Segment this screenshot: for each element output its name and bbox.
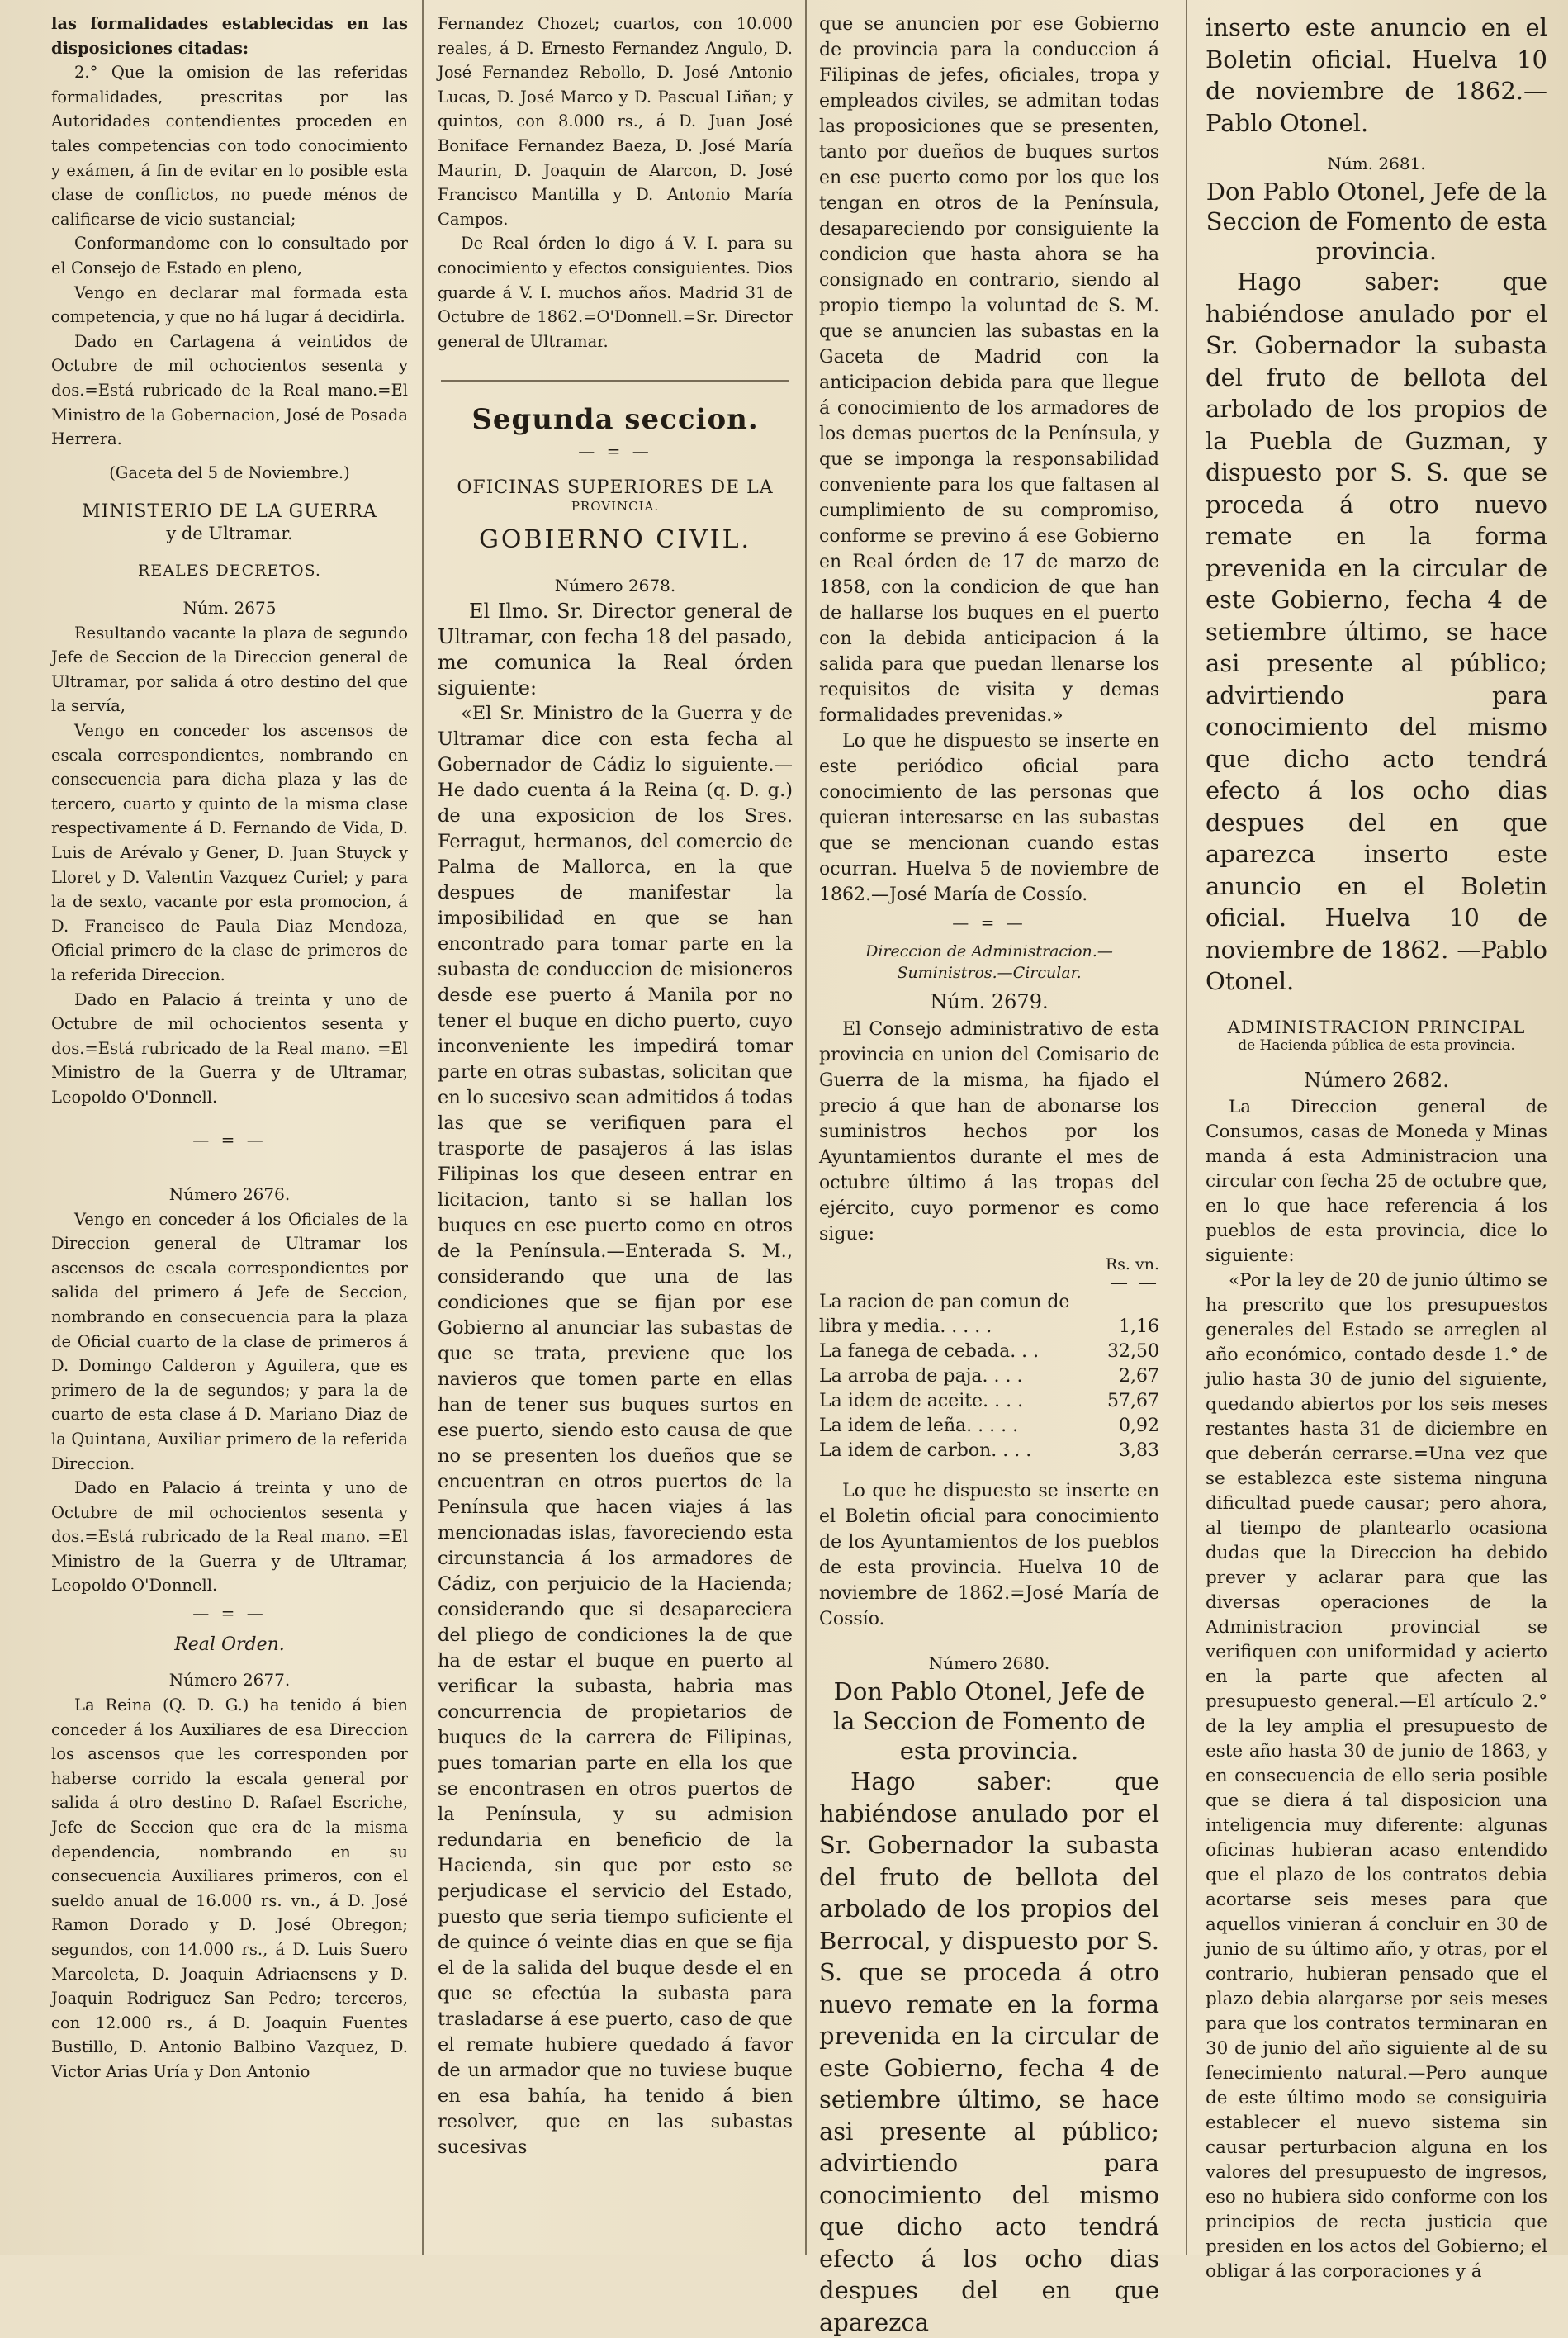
table-cell-value: 2,67 <box>1119 1366 1159 1387</box>
paragraph: Dado en Palacio á treinta y uno de Octubre de mil ochocientos sesenta y dos.=Está rubricado de la Real mano. =El Ministro de la Guerra y de Ultramar, Leopoldo O'Donnell. <box>51 989 408 1107</box>
paragraph: La Reina (Q. D. G.) ha tenido á bien conceder á los Auxiliares de esa Direccion los ascensos que les corresponden por haberse corrido la escala general por salida á otro destino D. Rafael Escriche, Jefe de Seccion que era de la misma dependencia, nombrando en su consecuencia Auxiliares primeros, con el sueldo anual de 16.000 rs. vn., á D. José Ramon Dorado y D. José Obregon; segundos, con 14.000 rs., á D. Luis Suero Marcoleta, D. Joaquin Adriaensens y D. Joaquin Rodriguez San Pedro; terceros, con 12.000 rs., á D. Joaquin Fuentes Bustillo, D. Antonio Balbino Vazquez, D. Victor Arias Uría y Don Antonio <box>51 1695 408 2081</box>
article-number: Núm. 2681. <box>1327 154 1426 173</box>
column-3 <box>811 0 1168 2336</box>
paragraph: El Ilmo. Sr. Director general de Ultramar, con fecha 18 del pasado, me comunica la Real órden siguiente: <box>438 600 793 700</box>
table-cell-label: La idem de leña. . . . . <box>819 1416 1019 1436</box>
table-cell-label: libra y media. . . . . <box>819 1316 992 1337</box>
table-cell-value <box>1092 1290 1159 1315</box>
column-4 <box>1197 0 1556 2282</box>
paragraph: El Consejo administrativo de esta provincia en union del Comisario de Guerra de la misma, ha fijado el precio á que han de abonarse los suministros hechos por los Ayuntamientos durante el mes de octubre último á las tropas del ejército, cuyo pormenor es como sigue: <box>819 1019 1159 1245</box>
column-2 <box>429 0 801 2255</box>
paragraph: Dado en Palacio á treinta y uno de Octubre de mil ochocientos sesenta y dos.=Está rubricado de la Real mano. =El Ministro de la Guerra y de Ultramar, Leopoldo O'Donnell. <box>51 1478 408 1596</box>
table-cell-value: 57,67 <box>1107 1391 1159 1411</box>
paragraph: Fernandez Chozet; cuartos, con 10.000 reales, á D. Ernesto Fernandez Angulo, D. José Fernandez Rebollo, D. José Antonio Lucas, D. José Marco y D. Pascual Liñan; y quintos, con 8.000 rs., á D. Juan José Boniface Fernandez Baeza, D. José María Maurin, D. Joaquin de Alarcon, D. José Francisco Mantilla y D. Antonio María Campos. <box>438 14 793 229</box>
price-table <box>819 1252 1159 1463</box>
article-number: Núm. 2675 <box>182 597 277 618</box>
table-unit-header: Rs. vn. <box>1105 1255 1159 1273</box>
paragraph: Resultando vacante la plaza de segundo Jefe de Seccion de la Direccion general de Ultramar, por salida á otro destino del que la servía, <box>51 623 408 716</box>
article-number: Número 2682. <box>1304 1068 1449 1092</box>
table-row <box>819 1340 1159 1364</box>
section-subheading: de Hacienda pública de esta provincia. <box>1238 1036 1515 1054</box>
table-cell-label: La idem de carbon. . . . <box>819 1440 1032 1461</box>
table-cell-value: 1,16 <box>1119 1316 1159 1337</box>
paragraph: «El Sr. Ministro de la Guerra y de Ultramar dice con esta fecha al Gobernador de Cádiz lo siguiente.—He dado cuenta á la Reina (q. D. g.) de una exposicion de los Sres. Ferragut, hermanos, del comercio de Palma de Mallorca, en la que despues de manifestar la imposibilidad en que se han encontrado para tomar parte en la subasta de conduccion de misioneros desde ese puerto á Manila por no tener el buque en dicho puerto, cuyo inconveniente les impedirá tomar parte en otras subastas, solicitan que en lo sucesivo sean admitidos á todas las que se verifiquen para el trasporte de pasajeros á las islas Filipinas los que deseen entrar en licitacion, tanto si se hallan los buques en ese puerto como en otros de la Península.—Enterada S. M., considerando que una de las condiciones que se fijan por ese Gobierno al anunciar las subastas de que se trata, previene que los navieros que tomen parte en ellas han de tener sus buques surtos en ese puerto, siendo esto causa de que no se presenten los dueños que se encuentran en otros puertos de la Península que hacen viajes á las mencionadas islas, favoreciendo esta circunstancia á los armadores de Cádiz, con perjuicio de la Hacienda; considerando que si desapareciera del pliego de condiciones la de que ha de estar el buque en puerto al verificar la subasta, habria mas concurrencia de propietarios de buques de la carrera de Filipinas, pues tomarian parte en ella los que se encontrasen en otros puertos de la Península, y su admision redundaria en beneficio de la Hacienda, sin que por esto se perjudicase el servicio del Estado, puesto que seria tiempo suficiente el de quince ó veinte dias en que se fija el de la salida del buque desde el en que se efectúa la subasta para trasladarse á ese puerto, caso de que el remate hubiere quedado á favor de un armador que no tuviese buque en esa bahía, ha tenido á bien resolver, que en las subastas sucesivas <box>438 703 793 2159</box>
paragraph: «Por la ley de 20 de junio último se ha prescrito que los presupuestos generales del Estado se arreglen al año económico, contado desde 1.° de julio hasta 30 de junio del siguiente, quedando abiertos por los seis meses restantes hasta 31 de diciembre en que deberán cerrarse.=Una vez que se establezca este sistema ninguna dificultad puede causar; pero ahora, al tiempo de plantearlo ocasiona dudas que la Direccion ha debido prever y aclarar para que las diversas operaciones de la Administracion provincial se verifiquen con uniformidad y acierto en la parte que afecten al presupuesto general.—El artículo 2.° de la ley amplia el presupuesto de este año hasta 30 de junio de 1863, y en consecuencia de ello seria posible que se diera á tal disposicion una inteligencia muy diferente: algunas oficinas hubieran acaso entendido que el plazo de los contratos debia acortarse seis meses para que aquellos vinieran á concluir en 30 de junio de su último año, y otras, por el contrario, hubieran pensado que el plazo debia alargarse por seis meses para que los contratos terminaran en 30 de junio del año siguiente al de su fenecimiento natural.—Pero aunque de este último modo se consiguiria establecer el nuevo sistema sin causar perturbacion alguna en los valores del presupuesto de ingresos, eso no hubiera sido conforme con los principios de recta justicia que presiden en los actos del Gobierno; el obligar á las corporaciones y á <box>1206 1269 1547 2282</box>
table-row <box>819 1414 1159 1439</box>
column-rule <box>1186 0 1187 2255</box>
article-number: Número 2680. <box>928 1653 1050 1673</box>
table-row <box>819 1315 1159 1340</box>
separator: — = — <box>952 913 1026 932</box>
column-rule <box>422 0 424 2255</box>
paragraph: Vengo en conceder los ascensos de escala correspondientes, nombrando en consecuencia para dicha plaza y las de tercero, cuarto y quinto de la misma clase respectivamente á D. Fernando de Vida, D. Luis de Arévalo y Gener, D. Juan Stuyck y Lloret y D. Valentin Vazquez Curiel; y para la de sexto, vacante por esta promocion, á D. Francisco de Paula Diaz Mendoza, Oficial primero de la clase de primeros de la referida Direccion. <box>51 721 408 984</box>
table-cell-label: La fanega de cebada. . . <box>819 1341 1040 1362</box>
section-subheading: PROVINCIA. <box>571 499 660 515</box>
section-heading: OFICINAS SUPERIORES DE LA <box>457 477 774 499</box>
column-rule <box>805 0 807 2255</box>
paragraph: Hago saber: que habiéndose anulado por el Sr. Gobernador la subasta del fruto de bellota del arbolado de los propios del Berrocal, y dispuesto por S. S. que se proceda á otro nuevo remate en la forma prevenida en la circular de este Gobierno, fecha 4 de setiembre último, se hace asi presente al público; advirtiendo para conocimiento del mismo que dicho acto tendrá efecto á los ocho dias despues del en que aparezca <box>819 1767 1159 2336</box>
article-number: Número 2677. <box>168 1670 291 1691</box>
section-heading: MINISTERIO DE LA GUERRA <box>82 500 377 522</box>
horizontal-rule <box>441 380 789 382</box>
paragraph: Vengo en conceder á los Oficiales de la Direccion general de Ultramar los ascensos de escala correspondientes por salida del primero á Jefe de Seccion, nombrando en consecuencia para la plaza de Oficial cuarto de la clase de primeros á D. Domingo Calderon y Aguilera, que es primero de la de segundos; y para la de cuarto de esta clase á D. Mariano Diaz de la Quintana, Auxiliar primero de la referida Direccion. <box>51 1209 408 1473</box>
paragraph: las formalidades establecidas en las disposiciones citadas: <box>51 14 408 58</box>
section-heading: ADMINISTRACION PRINCIPAL <box>1227 1017 1526 1037</box>
separator: — = — <box>578 441 652 462</box>
table-cell-value: 32,50 <box>1107 1341 1159 1362</box>
section-heading: GOBIERNO CIVIL. <box>478 525 752 555</box>
section-title: Segunda seccion. <box>471 403 759 437</box>
article-number: Núm. 2679. <box>930 990 1049 1013</box>
column-1 <box>43 0 416 2255</box>
section-heading: Direccion de Administracion.—Suministros.—Circular. <box>865 942 1113 982</box>
paragraph: De Real órden lo digo á V. I. para su conocimiento y efectos consiguientes. Dios guarde á V. I. muchos años. Madrid 31 de Octubre de 1862.=O'Donnell.=Sr. Director general de Ultramar. <box>438 234 793 351</box>
notice-title: Don Pablo Otonel, Jefe de la Seccion de Fomento de esta provincia. <box>832 1677 1146 1765</box>
paragraph: que se anuncien por ese Gobierno de provincia para la conduccion á Filipinas de jefes, oficiales, tropa y empleados civiles, se admitan todas las proposiciones que se presenten, tanto por dueños de buques surtos en ese puerto como por los que los tengan en otros de la Península, desapareciendo por consiguiente la condicion que hasta ahora se ha consignado en contrario, siendo al propio tiempo la voluntad de S. M. que se anuncien las subastas en la Gaceta de Madrid con la anticipacion debida para que llegue á conocimiento de los armadores de los demas puertos de la Península, y que se imponga la responsabilidad conveniente para los que faltasen al cumplimiento de su compromiso, conforme se previno á ese Gobierno en Real órden de 17 de marzo de 1858, con la condicion de que han de hallarse los buques en el puerto con la debida anticipacion á la salida para que puedan llenarse los requisitos de visita y demas formalidades prevenidas.» <box>819 14 1159 726</box>
table-cell-label: La arroba de paja. . . . <box>819 1366 1023 1387</box>
table-header-rule: — — <box>1110 1273 1159 1293</box>
table-row <box>819 1439 1159 1463</box>
table-row <box>819 1389 1159 1414</box>
table-cell-value: 3,83 <box>1119 1440 1159 1461</box>
paragraph: inserto este anuncio en el Boletin oficial. Huelva 10 de noviembre de 1862.—Pablo Otonel. <box>1206 13 1547 137</box>
article-number: Número 2676. <box>168 1183 291 1204</box>
section-heading: Real Orden. <box>174 1634 285 1656</box>
separator: — = — <box>192 1129 267 1150</box>
paragraph: 2.° Que la omision de las referidas formalidades, prescritas por las Autoridades contendientes proceden en tales competencias con todo conocimiento y exámen, á fin de evitar en lo posible esta clase de conflictos, no puede ménos de calificarse de vicio sustancial; <box>51 63 408 229</box>
section-heading: REALES DECRETOS. <box>138 561 321 580</box>
table-row <box>819 1364 1159 1389</box>
table-row <box>819 1290 1159 1315</box>
separator: — = — <box>192 1603 267 1624</box>
paragraph: La Direccion general de Consumos, casas de Moneda y Minas manda á esta Administracion una circular con fecha 25 de octubre que, en lo que hace referencia á los pueblos de esta provincia, dice lo siguiente: <box>1206 1096 1547 1266</box>
gaceta-note: (Gaceta del 5 de Noviembre.) <box>109 462 350 482</box>
table-cell-label: La idem de aceite. . . . <box>819 1391 1024 1411</box>
paragraph: Hago saber: que habiéndose anulado por el Sr. Gobernador la subasta del fruto de bellota del arbolado de los propios de la Puebla de Guzman, y dispuesto por S. S. que se proceda á otro nuevo remate en la forma prevenida en la circular de este Gobierno, fecha 4 de setiembre último, se hace asi presente al público; advirtiendo para conocimiento del mismo que dicho acto tendrá efecto á los ocho dias despues del en que aparezca inserto este anuncio en el Boletin oficial. Huelva 10 de noviembre de 1862. —Pablo Otonel. <box>1206 268 1547 995</box>
table-cell-label: La racion de pan comun de <box>819 1292 1070 1312</box>
paragraph: Conformandome con lo consultado por el Consejo de Estado en pleno, <box>51 234 408 277</box>
paragraph: Lo que he dispuesto se inserte en el Boletin oficial para conocimiento de los Ayuntamientos de los pueblos de esta provincia. Huelva 10 de noviembre de 1862.=José María de Cossío. <box>819 1481 1159 1629</box>
paragraph: Vengo en declarar mal formada esta competencia, y que no há lugar á decidirla. <box>51 282 408 327</box>
notice-title: Don Pablo Otonel, Jefe de la Seccion de Fomento de esta provincia. <box>1206 178 1547 265</box>
section-subheading: y de Ultramar. <box>166 523 293 543</box>
paragraph: Dado en Cartagena á veintidos de Octubre de mil ochocientos sesenta y dos.=Está rubricado de la Real mano.=El Ministro de la Gobernacion, José de Posada Herrera. <box>51 331 408 449</box>
article-number: Número 2678. <box>554 576 676 596</box>
paragraph: Lo que he dispuesto se inserte en este periódico oficial para conocimiento de las personas que quieran interesarse en las subastas que se mencionan cuando estas ocurran. Huelva 5 de noviembre de 1862.—José María de Cossío. <box>819 731 1159 905</box>
table-cell-value: 0,92 <box>1119 1416 1159 1436</box>
